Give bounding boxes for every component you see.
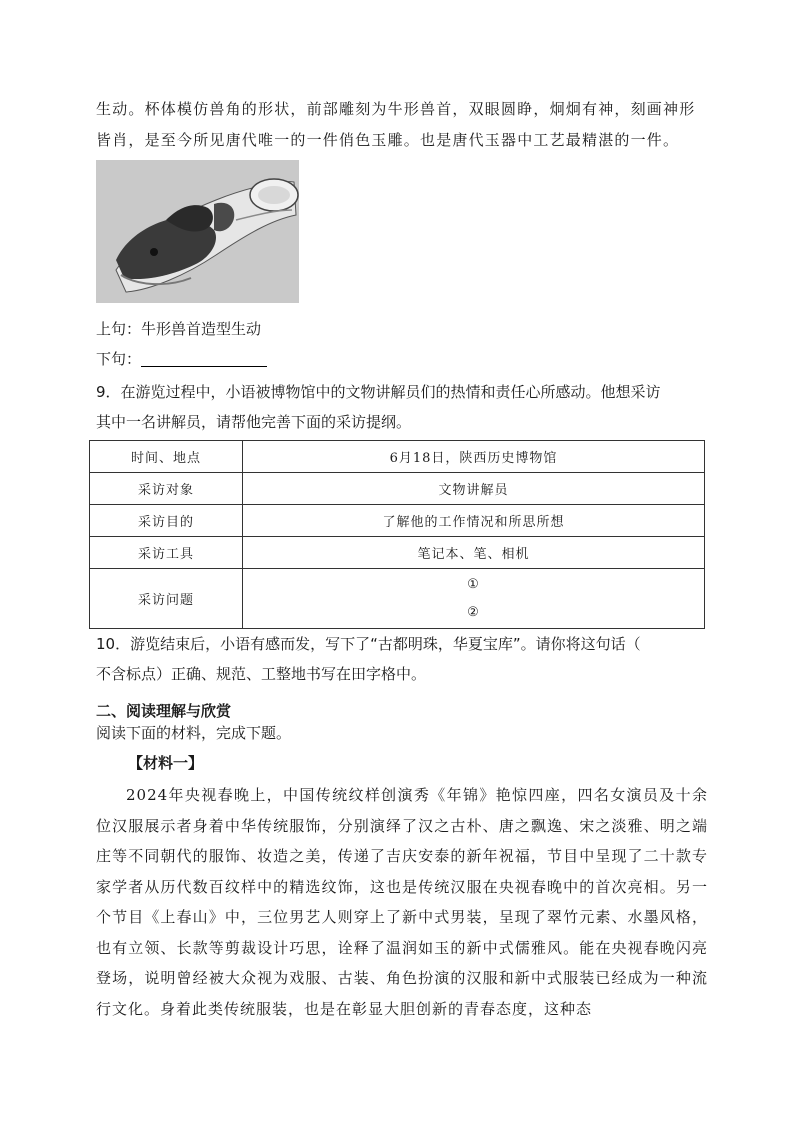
row-value: 文物讲解员 xyxy=(243,473,705,505)
row-key: 时间、地点 xyxy=(90,441,243,473)
row-key: 采访工具 xyxy=(90,537,243,569)
jade-cup-image xyxy=(96,160,299,303)
table-row xyxy=(90,473,705,505)
row-key: 采访目的 xyxy=(90,505,243,537)
question-1-marker: ① xyxy=(467,576,480,592)
q10-line-1: 10．游览结束后，小语有感而发，写下了“古都明珠，华夏宝库”。请你将这句话（ xyxy=(96,635,641,653)
row-value: 笔记本、笔、相机 xyxy=(243,537,705,569)
section-instruction: 阅读下面的材料，完成下题。 xyxy=(96,724,292,742)
material-label: 【材料一】 xyxy=(128,754,204,772)
table-row xyxy=(90,441,705,473)
row-value: 了解他的工作情况和所思所想 xyxy=(243,505,705,537)
jade-cup-photo xyxy=(96,160,299,303)
q9-line-1: 9．在游览过程中，小语被博物馆中的文物讲解员们的热情和责任心所感动。他想采访 xyxy=(96,383,661,401)
row-value: 6月18日，陕西历史博物馆 xyxy=(243,441,705,473)
intro-line-1: 生动。杯体模仿兽角的形状，前部雕刻为牛形兽首，双眼圆睁，炯炯有神，刻画神形 xyxy=(96,100,696,118)
couplet-lower xyxy=(96,348,267,369)
q9-line-2: 其中一名讲解员，请帮他完善下面的采访提纲。 xyxy=(96,413,412,431)
table-row xyxy=(90,569,705,629)
q10-line-2: 不含标点）正确、规范、工整地书写在田字格中。 xyxy=(96,665,427,683)
row-key: 采访对象 xyxy=(90,473,243,505)
section-heading: 二、阅读理解与欣赏 xyxy=(96,702,232,720)
couplet-upper: 上句：牛形兽首造型生动 xyxy=(96,320,262,338)
answer-blank[interactable] xyxy=(141,350,267,367)
table-row xyxy=(90,537,705,569)
material-paragraph: 2024年央视春晚上，中国传统纹样创演秀《年锦》艳惊四座，四名女演员及十余位汉服展示者身着中华传统服饰，分别演绎了汉之古朴、唐之飘逸、宋之淡雅、明之端庄等不同朝代的服饰、妆造之美，传递了吉庆安泰的新年祝福，节目中呈现了二十款专家学者从历代数百纹样中的精选纹饰，这也是传统汉服在央视春晚中的首次亮相。另一个节目《上春山》中，三位男艺人则穿上了新中式男装，呈现了翠竹元素、水墨风格，也有立领、长款等剪裁设计巧思，诠释了温润如玉的新中式儒雅风。能在央视春晚闪亮登场，说明曾经被大众视为戏服、古装、角色扮演的汉服和新中式服装已经成为一种流行文化。身着此类传统服装，也是在彰显大胆创新的青春态度，这种态 xyxy=(96,786,708,1018)
couplet-lower-label: 下句： xyxy=(96,350,142,368)
table-row xyxy=(90,505,705,537)
interview-outline-table xyxy=(89,440,705,629)
intro-line-2: 皆肖，是至今所见唐代唯一的一件俏色玉雕。也是唐代玉器中工艺最精湛的一件。 xyxy=(96,131,680,149)
question-cell[interactable] xyxy=(243,569,705,629)
row-key: 采访问题 xyxy=(90,569,243,629)
question-2-marker: ② xyxy=(467,604,480,620)
